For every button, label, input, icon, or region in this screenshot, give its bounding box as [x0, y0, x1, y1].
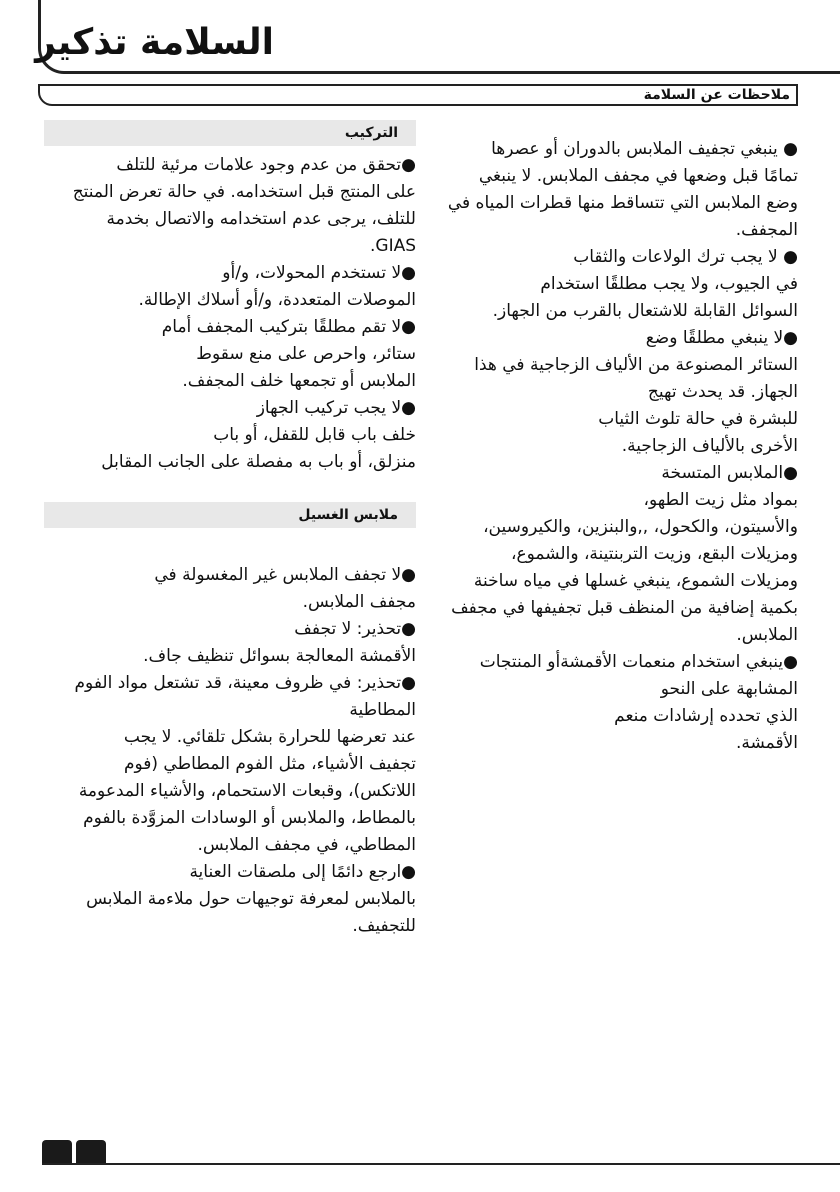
page-number-tabs: [42, 1140, 106, 1164]
safety-item-4: ●الملابس المتسخة بمواد مثل زيت الطهو، والأسيتون، والكحول، ,,والبنزين، والكيروسين، ومزيلات البقع، وزيت التربنتينة، والشموع، ومزيلات الشموع، ينبغي غسلها في مياه ساخنة بكمية إضافية من المنظف قبل تجفيفها في مجفف الملابس.: [451, 463, 798, 645]
left-column: [44, 120, 416, 940]
laundry-item-4: ●ارجع دائمًا إلى ملصقات العناية بالملابس لمعرفة توجيهات حول ملاءمة الملابس للتجفيف.: [86, 862, 416, 936]
footer-rule: [42, 1163, 840, 1165]
safety-item-3: ●لا ينبغي مطلقًا وضع الستائر المصنوعة من الألياف الزجاجية في هذا الجهاز. قد يحدث تهيج للبشرة في حالة تلوث الثياب الأخرى بالألياف الزجاجية.: [474, 328, 798, 456]
page-tab-left: [42, 1140, 72, 1164]
installation-heading: التركيب: [44, 120, 416, 146]
section-bar-label: ملاحظات عن السلامة: [643, 87, 790, 103]
page-tab-right: [76, 1140, 106, 1164]
safety-item-5: ●ينبغي استخدام منعمات الأقمشةأو المنتجات المشابهة على النحو الذي تحدده إرشادات منعم الأقمشة.: [479, 652, 798, 753]
safety-item-2: ● لا يجب ترك الولاعات والثقاب في الجيوب، ولا يجب مطلقًا استخدام السوائل القابلة للاشتعال بالقرب من الجهاز.: [492, 247, 798, 321]
page-title: السلامة تذكير: [35, 22, 274, 63]
install-item-2: ●لا تستخدم المحولات، و/أو الموصلات المتعددة، و/أو أسلاك الإطالة.: [138, 263, 416, 310]
install-item-3: ●لا تقم مطلقًا بتركيب المجفف أمام ستائر، واحرص على منع سقوط الملابس أو تجمعها خلف المجفف.: [161, 317, 416, 391]
install-item-4: ●لا يجب تركيب الجهاز خلف باب قابل للقفل، أو باب منزلق، أو باب به مفصلة على الجانب المقابل: [101, 398, 416, 472]
laundry-item-3: ●تحذير: في ظروف معينة، قد تشتعل مواد الفوم المطاطية عند تعرضها للحرارة بشكل تلقائي. لا يجب تجفيف الأشياء، مثل الفوم المطاطي (فوم اللاتكس)، وقبعات الاستحمام، والأشياء المدعومة بالمطاط، والملابس أو الوسادات المزوَّدة بالفوم المطاطي، في مجفف الملابس.: [74, 673, 416, 855]
laundry-item-1: ●لا تجفف الملابس غير المغسولة في مجفف الملابس.: [154, 565, 416, 612]
laundry-heading: ملابس الغسيل: [44, 502, 416, 528]
safety-item-1: ● ينبغي تجفيف الملابس بالدوران أو عصرها تمامًا قبل وضعها في مجفف الملابس. لا ينبغي وضع الملابس التي تتساقط منها قطرات المياه في المجفف.: [447, 139, 798, 240]
install-item-1: ●تحقق من عدم وجود علامات مرئية للتلف على المنتج قبل استخدامه. في حالة تعرض المنتج للتلف، يرجى عدم استخدامه والاتصال بخدمة GIAS.: [72, 155, 416, 256]
laundry-item-2: ●تحذير: لا تجفف الأقمشة المعالجة بسوائل تنظيف جاف.: [143, 619, 416, 666]
right-column: [432, 136, 798, 757]
section-bar: [38, 84, 798, 106]
